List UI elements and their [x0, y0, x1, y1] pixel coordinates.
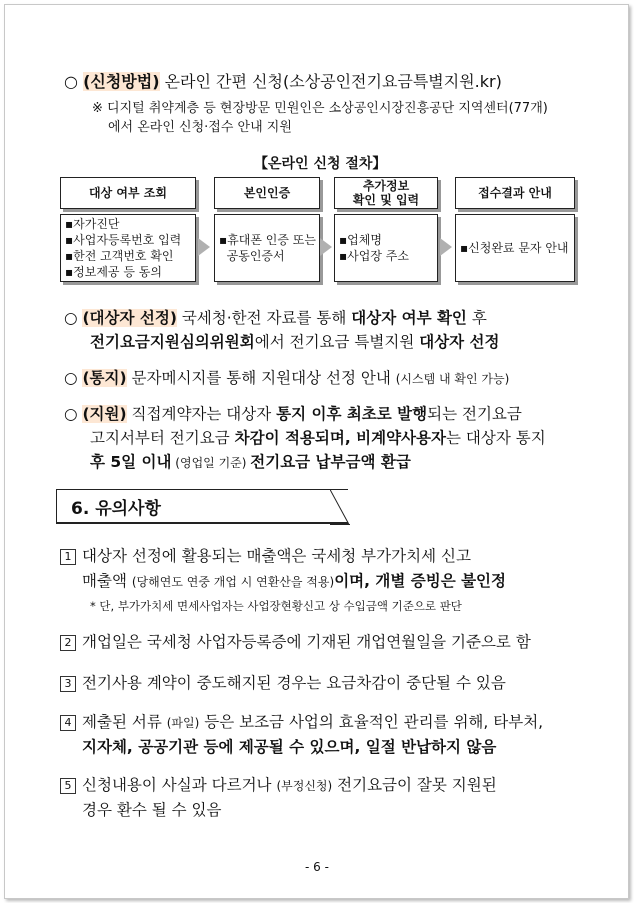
caution-1-line1 [60, 543, 471, 569]
step2-header: 본인인증 [214, 177, 320, 209]
support-text-2a: 고지서부터 전기요금 [90, 429, 235, 447]
step1-item: ▪사업자등록번호 입력 [65, 233, 182, 247]
caution-number: 3 [60, 676, 76, 692]
step3-item: ▪업체명 [339, 233, 382, 247]
select-line1 [64, 306, 487, 330]
caution-1-bold: 이며, 개별 증빙은 불인정 [334, 572, 506, 590]
arrow-right-icon [198, 238, 210, 256]
note-mark: ※ [92, 101, 103, 116]
select-text-1-tail: 후 [466, 309, 487, 327]
caution-4-line1 [60, 709, 543, 736]
step1-item: ▪정보제공 등 동의 [65, 265, 162, 279]
support-line1 [64, 402, 522, 426]
support-text-1c: 되는 전기요금 [427, 405, 522, 423]
caution-4-line2: 지자체, 공공기관 등에 제공될 수 있으며, 일절 반납하지 않음 [82, 738, 497, 756]
step2-item: 공동인증서 [219, 249, 285, 263]
support-line2 [90, 426, 546, 450]
caution-1-small: (당해연도 연중 개업 시 연환산을 적용) [131, 575, 335, 589]
support-bold-3b: 전기요금 납부금액 환급 [250, 453, 411, 471]
apply-label: (신청방법) [83, 72, 160, 91]
caution-number: 4 [60, 715, 76, 731]
caution-number: 1 [60, 549, 76, 565]
apply-line [64, 70, 502, 94]
select-line2 [90, 330, 500, 354]
support-line3 [90, 450, 411, 475]
caution-2-text: 개업일은 국세청 사업자등록증에 기재된 개업연월일을 기준으로 함 [82, 633, 531, 651]
select-bold-3: 대상자 선정 [419, 333, 500, 351]
arrow-right-icon [320, 238, 332, 256]
step4-item: ▪신청완료 문자 안내 [460, 241, 569, 255]
caution-3-text: 전기사용 계약이 중도해지된 경우는 요금차감이 중단될 수 있음 [82, 674, 506, 692]
caution-3-line [60, 670, 506, 696]
step2-body [214, 214, 320, 282]
caution-5-text-b: 전기요금이 잘못 지원된 [332, 776, 497, 794]
support-label: (지원) [82, 405, 127, 423]
notice-line [64, 366, 509, 391]
support-bold-1: 통지 이후 최초로 발행 [276, 405, 428, 423]
step4-header: 접수결과 안내 [455, 177, 575, 209]
notice-small: (시스템 내 확인 가능) [395, 372, 510, 386]
support-small: (영업일 기준) [171, 456, 251, 470]
apply-note-line1 [92, 99, 548, 119]
step3-header-line2: 확인 및 입력 [352, 193, 420, 207]
step1-item: ▪자가진단 [65, 217, 120, 231]
bullet-circle: ○ [64, 309, 78, 327]
caution-1-line2 [82, 568, 506, 595]
caution-4-small: (파일) [166, 716, 200, 730]
caution-5-line1 [60, 772, 497, 799]
select-text-2: 에서 전기요금 특별지원 [254, 333, 420, 351]
support-text-2c: 는 대상자 통지 [445, 429, 546, 447]
caution-5-text-a: 신청내용이 사실과 다르거나 [82, 776, 277, 794]
step3-body [334, 214, 438, 282]
bullet-circle: ○ [64, 72, 78, 91]
section-title-corner [330, 489, 350, 525]
step1-body [60, 214, 196, 282]
select-label: (대상자 선정) [82, 309, 177, 327]
caution-2-line [60, 629, 531, 655]
caution-1-text-2a: 매출액 [82, 572, 132, 590]
select-bold-2: 전기요금지원심의위원회 [90, 333, 255, 351]
support-bold-3a: 후 5일 이내 [90, 453, 172, 471]
support-bold-2: 차감이 적용되며, 비계약사용자 [234, 429, 446, 447]
apply-note-line2: 에서 온라인 신청·접수 안내 지원 [108, 120, 292, 135]
step3-header-line1: 추가정보 [362, 179, 410, 193]
caution-number: 5 [60, 778, 76, 794]
section-underline [56, 523, 348, 524]
select-bold-1: 대상자 여부 확인 [351, 309, 467, 327]
notice-label: (통지) [82, 369, 127, 387]
caution-1-text: 대상자 선정에 활용되는 매출액은 국세청 부가가치세 신고 [82, 547, 471, 565]
step3-item: ▪사업장 주소 [339, 249, 409, 263]
select-text-1: 국세청·한전 자료를 통해 [176, 309, 352, 327]
notice-text: 문자메시지를 통해 지원대상 선정 안내 [126, 369, 391, 387]
caution-4-text-b: 등은 보조금 사업의 효율적인 관리를 위해, 타부처, [199, 713, 544, 731]
caution-4-text-a: 제출된 서류 [82, 713, 167, 731]
step1-header: 대상 여부 조회 [60, 177, 196, 209]
section-title: 6. 유의사항 [56, 489, 348, 523]
step2-item: ▪휴대폰 인증 또는 [219, 233, 316, 247]
caution-5-small: (부정신청) [276, 779, 333, 793]
bullet-circle: ○ [64, 369, 78, 387]
flow-title: 【온라인 신청 절차】 [254, 156, 387, 172]
apply-text: 온라인 간편 신청(소상공인전기요금특별지원.kr) [159, 72, 502, 91]
step3-header [334, 177, 438, 209]
arrow-right-icon [440, 238, 452, 256]
step1-item: ▪한전 고객번호 확인 [65, 249, 174, 263]
bullet-circle: ○ [64, 405, 78, 423]
page-number: - 6 - [305, 860, 329, 874]
step4-body [455, 214, 575, 282]
caution-5-line2: 경우 환수 될 수 있음 [82, 801, 222, 819]
caution-number: 2 [60, 635, 76, 651]
support-text-1a: 직접계약자는 대상자 [126, 405, 277, 423]
caution-1-note: * 단, 부가가치세 면세사업자는 사업장현황신고 상 수입금액 기준으로 판단 [90, 599, 462, 613]
note-text-1: 디지털 취약계층 등 현장방문 민원인은 소상공인시장진흥공단 지역센터(77개) [107, 101, 548, 116]
